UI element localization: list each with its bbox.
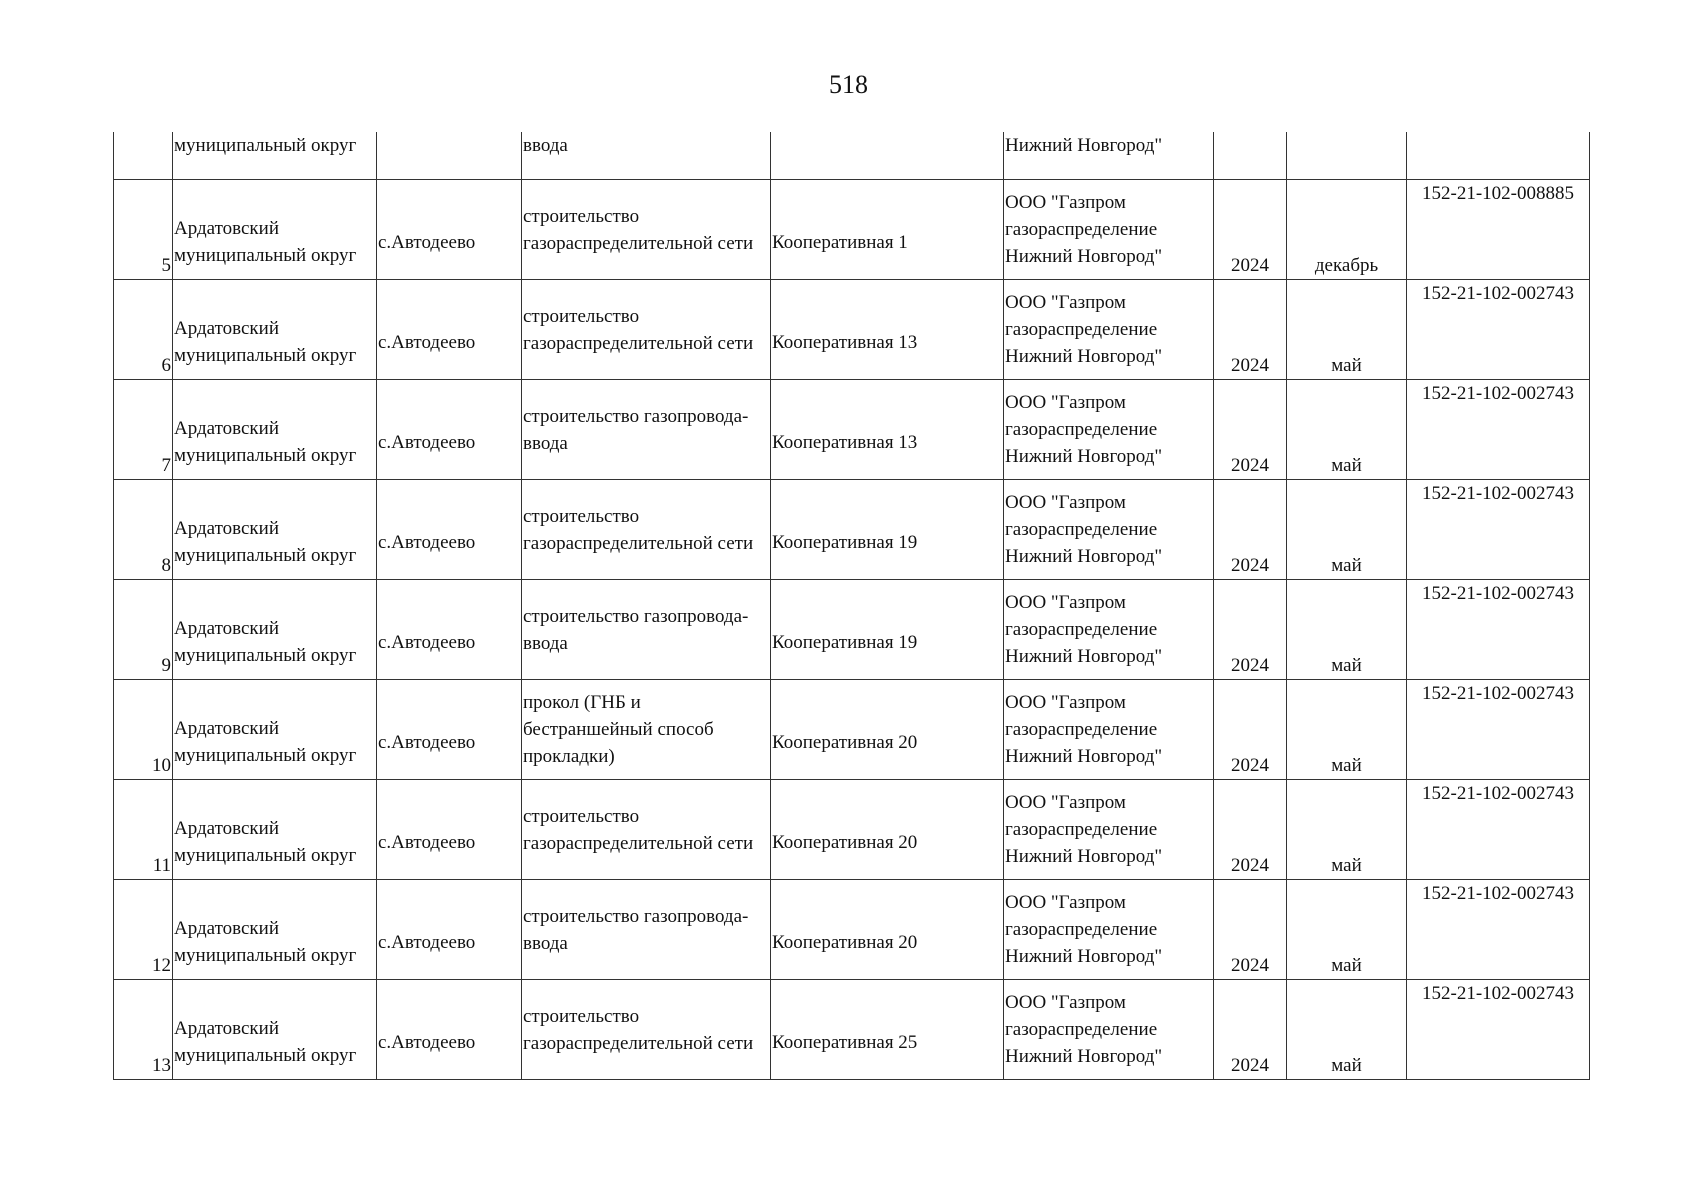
cell-month: май [1287, 880, 1407, 980]
cell-org: Нижний Новгород" [1004, 132, 1214, 180]
table-row [114, 280, 1590, 380]
cell-code: 152-21-102-002743 [1407, 880, 1590, 980]
cell-code: 152-21-102-002743 [1407, 980, 1590, 1080]
cell-street: Кооперативная 1 [771, 180, 1004, 280]
cell-month: май [1287, 680, 1407, 780]
cell-year: 2024 [1214, 180, 1287, 280]
cell-street: Кооперативная 13 [771, 380, 1004, 480]
cell-code [1407, 132, 1590, 180]
cell-village: с.Автодеево [377, 780, 522, 880]
cell-year: 2024 [1214, 680, 1287, 780]
cell-district: Ардатовский муниципальный округ [173, 180, 377, 280]
cell-year: 2024 [1214, 280, 1287, 380]
cell-year: 2024 [1214, 880, 1287, 980]
cell-year: 2024 [1214, 780, 1287, 880]
cell-work: прокол (ГНБ и бестраншейный способ прокладки) [522, 680, 771, 780]
cell-year: 2024 [1214, 380, 1287, 480]
cell-village: с.Автодеево [377, 680, 522, 780]
cell-district: Ардатовский муниципальный округ [173, 380, 377, 480]
cell-district: Ардатовский муниципальный округ [173, 580, 377, 680]
cell-street: Кооперативная 25 [771, 980, 1004, 1080]
cell-village: с.Автодеево [377, 580, 522, 680]
cell-num: 9 [114, 580, 173, 680]
cell-org: ООО "Газпром газораспределение Нижний Новгород" [1004, 480, 1214, 580]
cell-district: Ардатовский муниципальный округ [173, 780, 377, 880]
cell-code: 152-21-102-002743 [1407, 580, 1590, 680]
cell-year [1214, 132, 1287, 180]
cell-code: 152-21-102-002743 [1407, 480, 1590, 580]
table-row [114, 980, 1590, 1080]
table-row [114, 880, 1590, 980]
cell-district: Ардатовский муниципальный округ [173, 980, 377, 1080]
cell-street: Кооперативная 13 [771, 280, 1004, 380]
table-row [114, 680, 1590, 780]
gas-works-table [113, 132, 1590, 1080]
cell-district: Ардатовский муниципальный округ [173, 480, 377, 580]
cell-org: ООО "Газпром газораспределение Нижний Новгород" [1004, 680, 1214, 780]
cell-code: 152-21-102-002743 [1407, 280, 1590, 380]
cell-org: ООО "Газпром газораспределение Нижний Новгород" [1004, 180, 1214, 280]
cell-num: 7 [114, 380, 173, 480]
cell-num: 10 [114, 680, 173, 780]
table-body [114, 132, 1590, 1080]
cell-work: строительство газораспределительной сети [522, 480, 771, 580]
continuation-row [114, 132, 1590, 180]
cell-org: ООО "Газпром газораспределение Нижний Новгород" [1004, 280, 1214, 380]
cell-code: 152-21-102-002743 [1407, 380, 1590, 480]
cell-year: 2024 [1214, 580, 1287, 680]
cell-num: 6 [114, 280, 173, 380]
cell-work: строительство газопровода- ввода [522, 380, 771, 480]
cell-work: строительство газопровода- ввода [522, 580, 771, 680]
cell-code: 152-21-102-002743 [1407, 780, 1590, 880]
cell-work: строительство газораспределительной сети [522, 180, 771, 280]
cell-village: с.Автодеево [377, 380, 522, 480]
cell-month: май [1287, 380, 1407, 480]
cell-district: Ардатовский муниципальный округ [173, 880, 377, 980]
cell-district: муниципальный округ [173, 132, 377, 180]
cell-village: с.Автодеево [377, 880, 522, 980]
cell-month: май [1287, 980, 1407, 1080]
page-number: 518 [829, 70, 868, 99]
cell-month: май [1287, 280, 1407, 380]
table-row [114, 780, 1590, 880]
cell-work: строительство газопровода- ввода [522, 880, 771, 980]
cell-num: 11 [114, 780, 173, 880]
cell-district: Ардатовский муниципальный округ [173, 680, 377, 780]
cell-work: строительство газораспределительной сети [522, 280, 771, 380]
cell-month: май [1287, 480, 1407, 580]
cell-month: декабрь [1287, 180, 1407, 280]
cell-org: ООО "Газпром газораспределение Нижний Новгород" [1004, 580, 1214, 680]
cell-month: май [1287, 580, 1407, 680]
cell-num [114, 132, 173, 180]
cell-num: 13 [114, 980, 173, 1080]
cell-street: Кооперативная 20 [771, 780, 1004, 880]
cell-num: 12 [114, 880, 173, 980]
cell-village [377, 132, 522, 180]
cell-month: май [1287, 780, 1407, 880]
cell-work: строительство газораспределительной сети [522, 980, 771, 1080]
table-row [114, 380, 1590, 480]
cell-year: 2024 [1214, 980, 1287, 1080]
cell-code: 152-21-102-002743 [1407, 680, 1590, 780]
cell-num: 8 [114, 480, 173, 580]
cell-street: Кооперативная 19 [771, 480, 1004, 580]
cell-street [771, 132, 1004, 180]
cell-org: ООО "Газпром газораспределение Нижний Новгород" [1004, 780, 1214, 880]
cell-org: ООО "Газпром газораспределение Нижний Новгород" [1004, 880, 1214, 980]
cell-street: Кооперативная 20 [771, 880, 1004, 980]
cell-work: строительство газораспределительной сети [522, 780, 771, 880]
table-row [114, 580, 1590, 680]
cell-village: с.Автодеево [377, 180, 522, 280]
cell-street: Кооперативная 20 [771, 680, 1004, 780]
cell-work: ввода [522, 132, 771, 180]
cell-code: 152-21-102-008885 [1407, 180, 1590, 280]
cell-district: Ардатовский муниципальный округ [173, 280, 377, 380]
table-row [114, 180, 1590, 280]
table-row [114, 480, 1590, 580]
cell-village: с.Автодеево [377, 280, 522, 380]
cell-org: ООО "Газпром газораспределение Нижний Новгород" [1004, 980, 1214, 1080]
cell-org: ООО "Газпром газораспределение Нижний Новгород" [1004, 380, 1214, 480]
cell-month [1287, 132, 1407, 180]
cell-street: Кооперативная 19 [771, 580, 1004, 680]
cell-village: с.Автодеево [377, 980, 522, 1080]
cell-num: 5 [114, 180, 173, 280]
cell-village: с.Автодеево [377, 480, 522, 580]
cell-year: 2024 [1214, 480, 1287, 580]
